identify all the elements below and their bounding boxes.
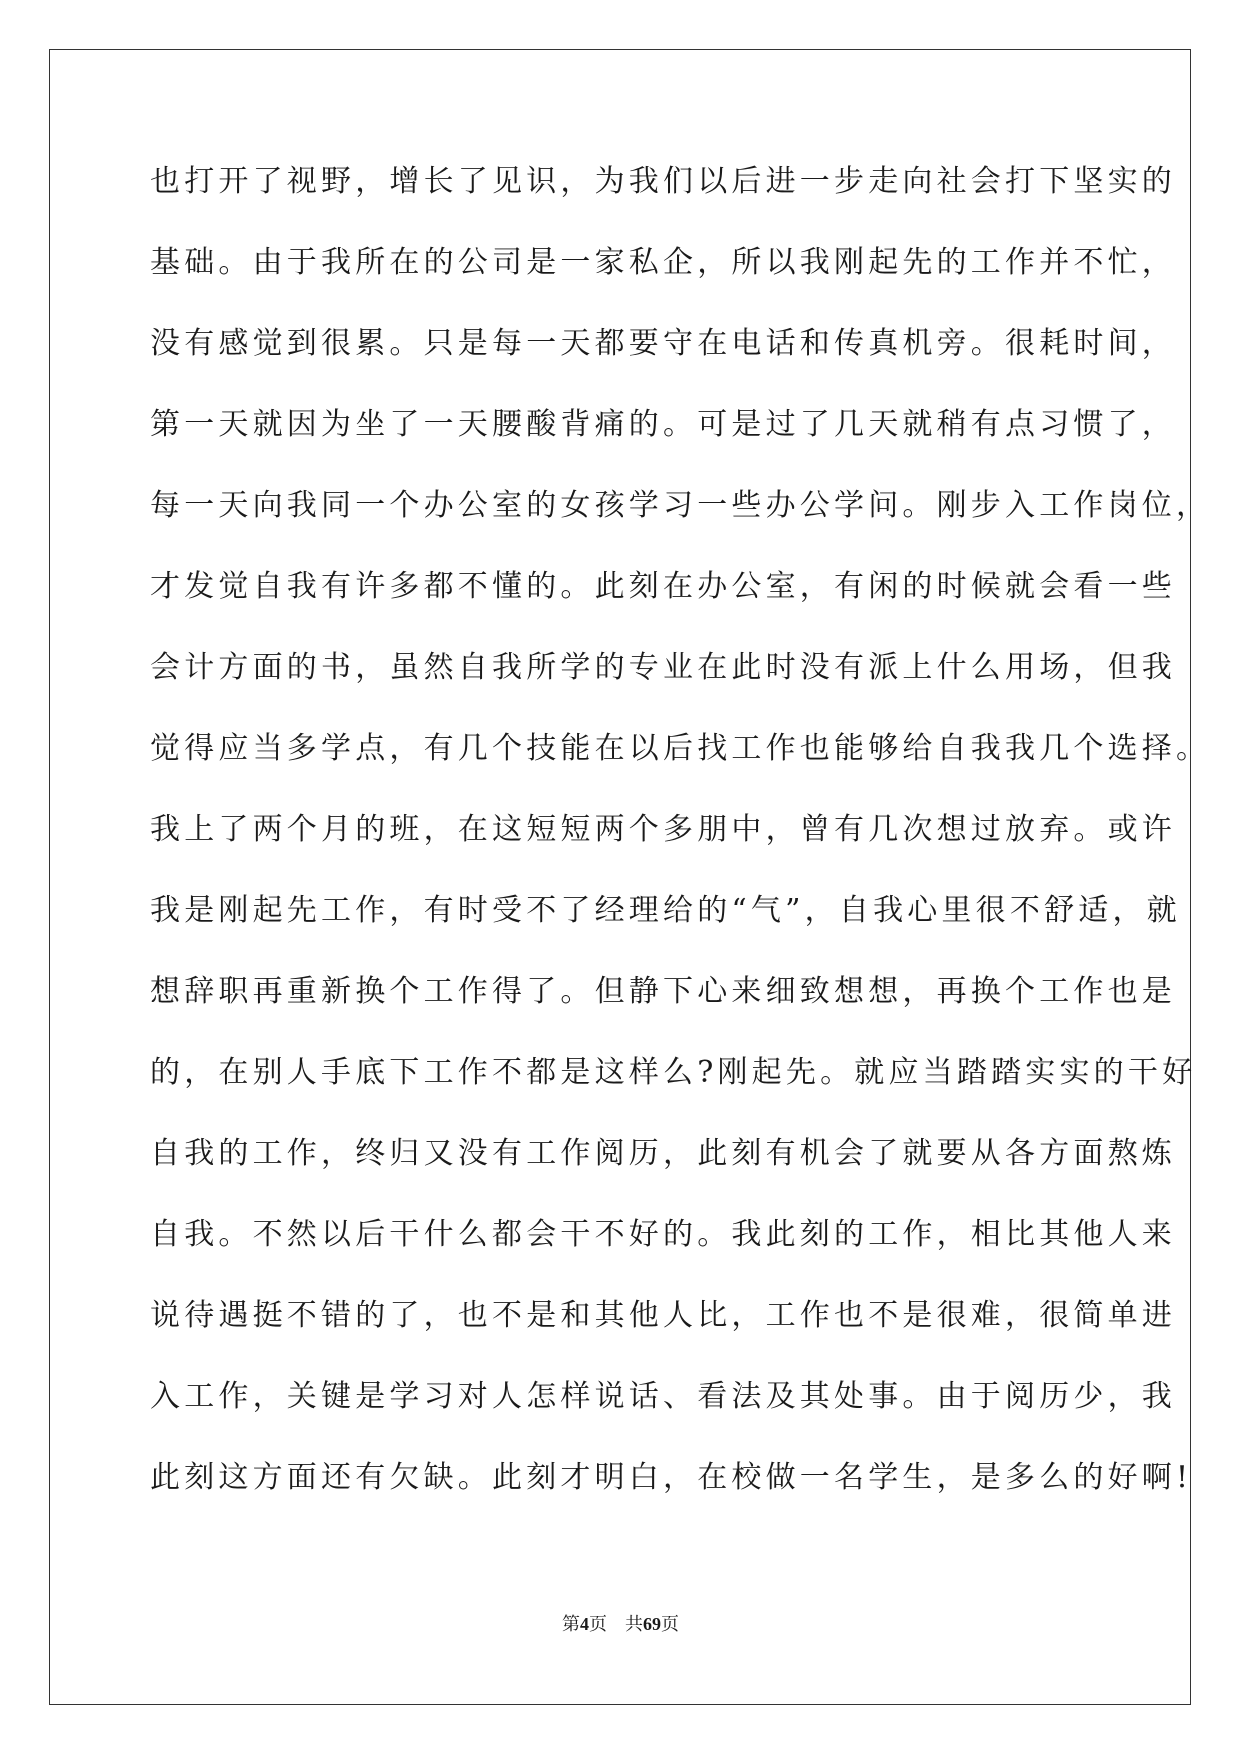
text-line: 也打开了视野，增长了见识，为我们以后进一步走向社会打下坚实的 (150, 164, 1176, 199)
text-line: 自我的工作，终归又没有工作阅历，此刻有机会了就要从各方面熬炼 (150, 1136, 1176, 1171)
page-number: 4 (580, 1614, 589, 1634)
total-prefix: 共 (625, 1614, 643, 1635)
text-line: 没有感觉到很累。只是每一天都要守在电话和传真机旁。很耗时间， (150, 326, 1176, 361)
text-line: 才发觉自我有许多都不懂的。此刻在办公室，有闲的时候就会看一些 (150, 569, 1176, 604)
document-body (150, 162, 1211, 1539)
text-line: 我上了两个月的班，在这短短两个多朋中，曾有几次想过放弃。或许 (150, 812, 1176, 847)
text-line: 每一天向我同一个办公室的女孩学习一些办公学问。刚步入工作岗位， (150, 488, 1211, 523)
text-line: 基础。由于我所在的公司是一家私企，所以我刚起先的工作并不忙， (150, 245, 1176, 280)
text-line: 此刻这方面还有欠缺。此刻才明白，在校做一名学生，是多么的好啊! (150, 1460, 1193, 1495)
text-line: 我是刚起先工作，有时受不了经理给的“气”，自我心里很不舒适，就 (150, 893, 1181, 928)
text-line: 自我。不然以后干什么都会干不好的。我此刻的工作，相比其他人来 (150, 1217, 1176, 1252)
page-footer (0, 1610, 1241, 1636)
text-line: 第一天就因为坐了一天腰酸背痛的。可是过了几天就稍有点习惯了， (150, 407, 1176, 442)
page-suffix: 页 (589, 1614, 607, 1635)
text-line: 说待遇挺不错的了，也不是和其他人比，工作也不是很难，很简单进 (150, 1298, 1176, 1333)
total-suffix: 页 (661, 1614, 679, 1635)
text-line: 入工作，关键是学习对人怎样说话、看法及其处事。由于阅历少，我 (150, 1379, 1176, 1414)
text-line: 的，在别人手底下工作不都是这样么?刚起先。就应当踏踏实实的干好 (150, 1055, 1197, 1090)
text-line: 会计方面的书，虽然自我所学的专业在此时没有派上什么用场，但我 (150, 650, 1176, 685)
page-prefix: 第 (562, 1614, 580, 1635)
text-line: 想辞职再重新换个工作得了。但静下心来细致想想，再换个工作也是 (150, 974, 1176, 1009)
text-line: 觉得应当多学点，有几个技能在以后找工作也能够给自我我几个选择。 (150, 731, 1211, 766)
total-pages: 69 (643, 1614, 661, 1634)
